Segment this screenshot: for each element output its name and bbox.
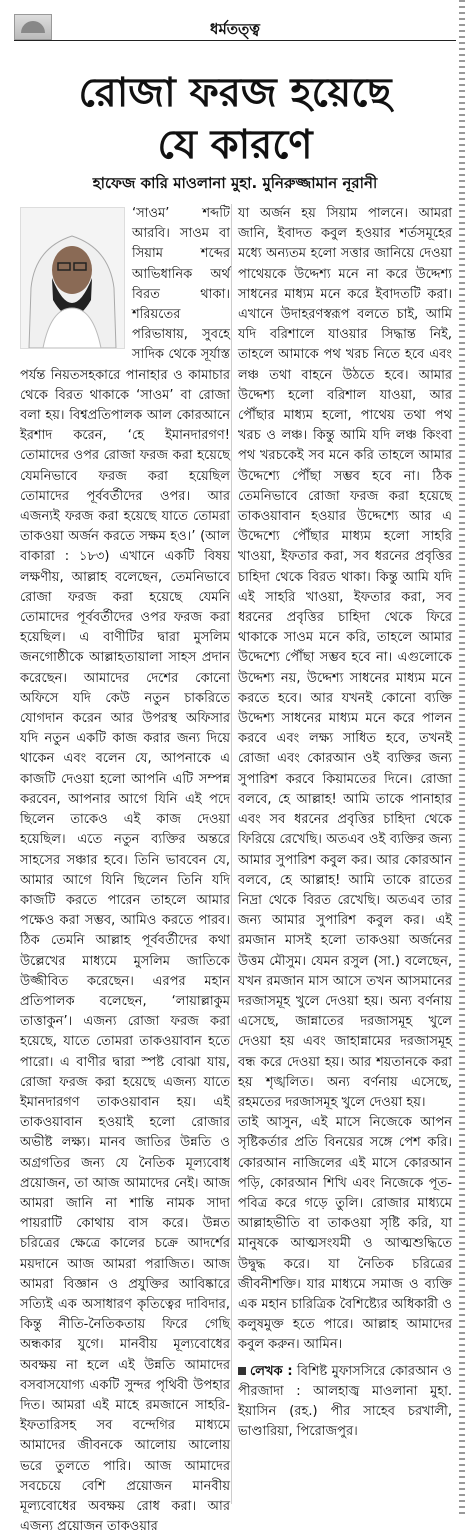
column-divider — [231, 204, 232, 1504]
article-text-left: ‘সাওম’ শব্দটি আরবি। সাওম বা সিয়াম শব্দের আভিধানিক অর্থ বিরত থাকা। শরিয়তের পরিভাষায়, সুবহে সাদিক থেকে সূর্যাস্ত পর্যন্ত নিয়তসহকারে পানাহার ও কামাচার থেকে বিরত থাকাকে ‘সাওম’ বা রোজা বলা হয়। বিশ্বপ্রতিপালক আল কোরআনে ইরশাদ করেন, ‘হে ইমানদারগণ! তোমাদের ওপর রোজা ফরজ করা হয়েছে যেমনিভাবে ফরজ করা হয়েছিল তোমাদের পূর্ববর্তীদের ওপর। আর এজন্যই ফরজ করা হয়েছে যাতে তোমরা তাকওয়া অর্জন করতে সক্ষম হও।’ (আল বাকারা : ১৮৩) এখানে একটি বিষয় লক্ষণীয়, আল্লাহ বলেছেন, তেমনিভাবে রোজা ফরজ করা হয়েছে যেমনি তোমাদের পূর্ববর্তীদের ওপর ফরজ করা হয়েছিল। এ বাণীটির দ্বারা মুসলিম জনগোষ্ঠীকে আল্লাহতায়ালা সাহস প্রদান করেছেন। আমাদের দেশের কোনো অফিসে যদি কেউ নতুন চাকরিতে যোগদান করেন আর উপরস্থ অফিসার যদি নতুন একটি কাজ করার জন্য দিয়ে থাকেন এবং বলেন যে, আপনাকে এ কাজটি দেওয়া হলো আপনি এটি সম্পন্ন করবেন, আপনার আগে যিনি এই পদে ছিলেন তাকেও এই কাজ দেওয়া হয়েছিল। এতে নতুন ব্যক্তির অন্তরে সাহসের সঞ্চার হবে। তিনি ভাববেন যে, আমার আগে যিনি ছিলেন তিনি যদি কাজটি করতে পারেন তাহলে আমার পক্ষেও করা সম্ভব, আমিও করতে পারব। ঠিক তেমনি আল্লাহ পূর্ববর্তীদের কথা উল্লেখের মাধ্যমে মুসলিম জাতিকে উজ্জীবিত করেছেন। এরপর মহান প্রতিপালক বলেছেন, ‘লায়াল্লাকুম তাত্তাকুন’। এজন্য রোজা ফরজ করা হয়েছে, যাতে তোমরা তাকওয়াবান হতে পারো। এ বাণীর দ্বারা স্পষ্ট বোঝা যায়, রোজা ফরজ করা হয়েছে এজন্য যাতে ইমানদারগণ তাকওয়াবান হয়। এই তাকওয়াবান হওয়াই হলো রোজার অভীষ্ট লক্ষ্য। মানব জাতির উন্নতি ও অগ্রগতির জন্য যে নৈতিক মূল্যবোধ প্রয়োজন, তা আজ আমাদের নেই। আজ আমরা জানি না শান্তি নামক সাদা পায়রাটি কোথায় বাস করে। উন্নত চরিত্রের ক্ষেত্রে কালের চক্রে আদর্শের ময়দানে আজ আমরা পরাজিত। আজ আমরা বিজ্ঞান ও প্রযুক্তির আবিষ্কারে সত্যিই এক অসাধারণ কৃতিত্বের দাবিদার, কিন্তু নীতি-নৈতিকতায় ফিরে গেছি অন্ধকার যুগে। মানবীয় মূল্যবোধের অবক্ষয় না হলে এই উন্নতি আমাদের বসবাসযোগ্য একটি সুন্দর পৃথিবী উপহার দিত। আমরা এই মাহে রমজানে সাহরি-ইফতারিসহ সব বন্দেগির মাধ্যমে আমাদের জীবনকে আলোয় আলোয় ভরে তুলতে পারি। আজ আমাদের সবচেয়ে বেশি প্রয়োজন মানবীয় মূল্যবোধের অবক্ষয় রোধ করা। আর এজন্য প্রয়োজন তাকওয়ার — [20, 206, 230, 1535]
author-note — [238, 1362, 452, 1443]
article-right-column — [238, 204, 452, 1442]
section-header — [14, 14, 456, 41]
article-text-right-p2: তাই আসুন, এই মাসে নিজেকে আপন সৃষ্টিকর্তার প্রতি বিনয়ের সঙ্গে পেশ করি। কোরআন নাজিলের এই মাসে কোরআন পড়ি, কোরআন শিখি এবং নিজেকে পূত-পবিত্র করে গড়ে তুলি। রোজার মাধ্যমে আল্লাহভীতি বা তাকওয়া সৃষ্টি করি, যা মানুষকে আত্মসংযমী ও আত্মশুদ্ধিতে উদ্বুদ্ধ করে। যা নৈতিক চরিত্রের জীবনীশক্তি। যার মাধ্যমে সমাজ ও ব্যক্তি এক মহান চারিত্রিক বৈশিষ্ট্যের অধিকারী ও কলুষমুক্ত হতে পারে। আল্লাহ আমাদের কবুল করুন। আমিন। — [238, 1115, 452, 1353]
page-edge-dots — [459, 0, 465, 1518]
byline: হাফেজ কারি মাওলানা মুহা. মুনিরুজ্জামান নূরানী — [92, 174, 378, 192]
article-left-column — [20, 204, 230, 1537]
article-text-right: যা অর্জন হয় সিয়াম পালনে। আমরা জানি, ইবাদত কবুল হওয়ার শর্তসমূহের মধ্যে অন্যতম হলো সত্তার জানিয়ে দেওয়া পাথেয়কে উদ্দেশ্য মনে না করে উদ্দেশ্য সাধনের মাধ্যম মনে করে ইবাদতটি করা। এখানে উদাহরণস্বরূপ বলতে চাই, আমি যদি বরিশালে যাওয়ার সিদ্ধান্ত নিই, তাহলে আমাকে পথ খরচ নিতে হবে এবং লঞ্চ তথা বাহনে উঠতে হবে। আমার উদ্দেশ্য হলো বরিশাল যাওয়া, আর পৌঁছার মাধ্যম হলো, পাথেয় তথা পথ খরচ ও লঞ্চ। কিন্তু আমি যদি লঞ্চ কিংবা পথ খরচকেই সব মনে করি তাহলে আমার উদ্দেশ্যে পৌঁছা সম্ভব হবে না। ঠিক তেমনিভাবে রোজা ফরজ করা হয়েছে তাকওয়াবান হওয়ার উদ্দেশ্যে আর এ উদ্দেশ্যে পৌঁছার মাধ্যম হলো সাহরি খাওয়া, ইফতার করা, সব ধরনের প্রবৃত্তির চাহিদা থেকে বিরত থাকা। কিন্তু আমি যদি এই সাহরি খাওয়া, ইফতার করা, সব ধরনের প্রবৃত্তির চাহিদা থেকে ফিরে থাকাকে সাওম মনে করি, তাহলে আমার উদ্দেশ্যে পৌঁছা সম্ভব হবে না। এগুলোকে উদ্দেশ্য নয়, উদ্দেশ্য সাধনের মাধ্যম মনে করতে হবে। আর যখনই কোনো ব্যক্তি উদ্দেশ্য সাধনের মাধ্যম মনে করে পালন করবে এবং লক্ষ্য সাধিত হবে, তখনই রোজা এবং কোরআন ওই ব্যক্তির জন্য সুপারিশ করবে কিয়ামতের দিনে। রোজা বলবে, হে আল্লাহ! আমি তাকে পানাহার এবং সব ধরনের প্রবৃত্তির চাহিদা থেকে ফিরিয়ে রেখেছি। অতএব ওই ব্যক্তির জন্য আমার সুপারিশ কবুল কর। আর কোরআন বলবে, হে আল্লাহ! আমি তাকে রাতের নিদ্রা থেকে বিরত রেখেছি। অতএব তার জন্য আমার সুপারিশ কবুল কর। এই রমজান মাসই হলো তাকওয়া অর্জনের উত্তম মৌসুম। যেমন রসুল (সা.) বলেছেন, যখন রমজান মাস আসে তখন আসমানের দরজাসমূহ খুলে দেওয়া হয়। অন্য বর্ণনায় এসেছে, জান্নাতের দরজাসমূহ খুলে দেওয়া হয় এবং জাহান্নামের দরজাসমূহ বন্ধ করে দেওয়া হয়। আর শয়তানকে করা হয় শৃঙ্খলিত। অন্য বর্ণনায় এসেছে, রহমতের দরজাসমূহ খুলে দেওয়া হয়। — [238, 206, 452, 1110]
headline-line-1: রোজা ফরজ হয়েছে — [78, 70, 392, 116]
section-title: ধর্মতত্ত্ব — [210, 20, 260, 38]
author-text: বিশিষ্ট মুফাসসিরে কোরআন ও পীরজাদা : আলহাজ্ব মাওলানা মুহা. ইয়াসিন (রহ.) পীর সাহেব চরখালী, ভাণ্ডারিয়া, পিরোজপুর। — [238, 1363, 452, 1440]
headline-line-2: যে কারণে — [157, 122, 313, 168]
author-label: লেখক : — [250, 1363, 293, 1379]
bullet-icon — [238, 1367, 246, 1375]
